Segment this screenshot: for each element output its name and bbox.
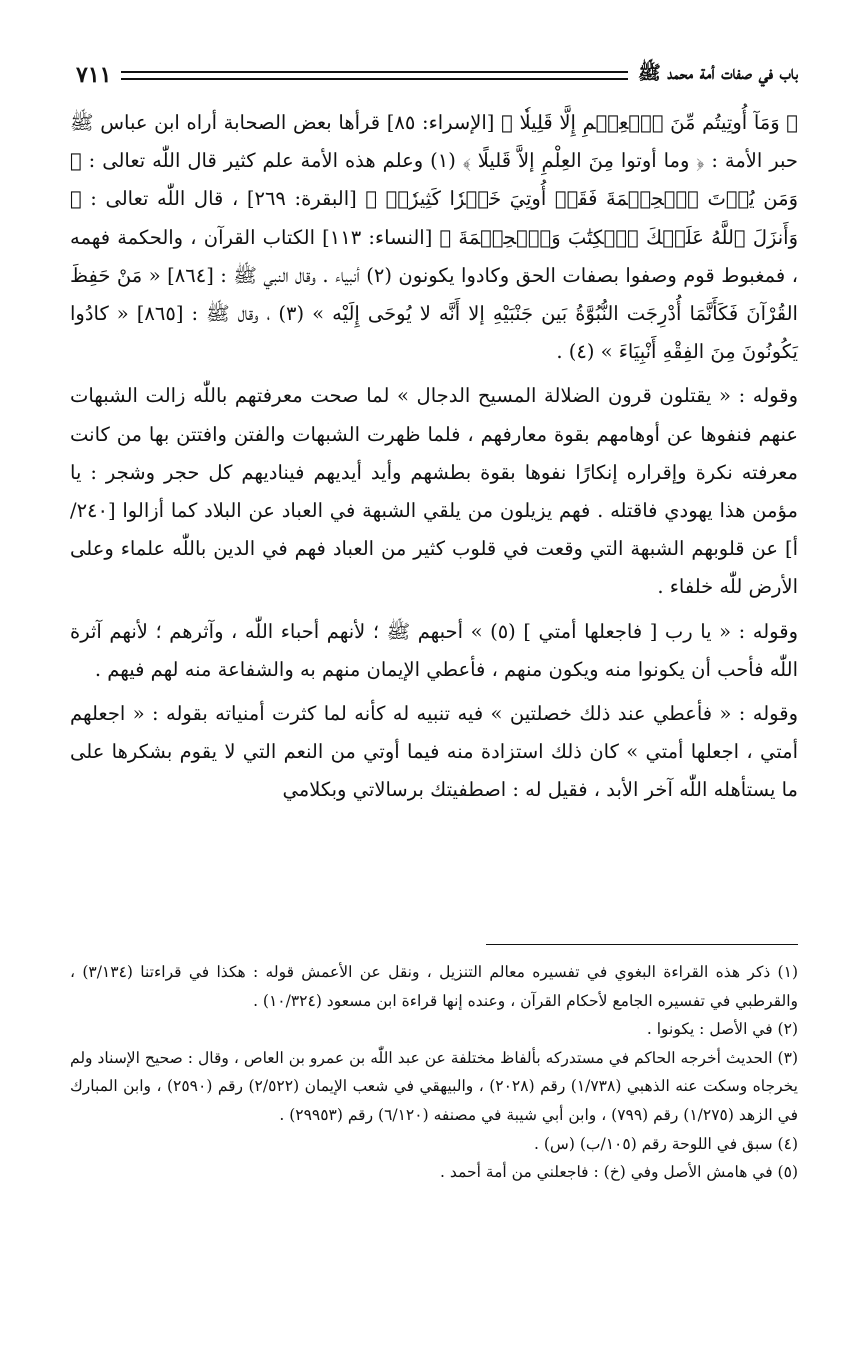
footnote-3: (٣) الحديث أخرجه الحاكم في مستدركه بألفاظ مختلفة عن عبد اللّٰه بن عمرو بن العاص ، وقال : صحيح الإسناد ولم يخرجاه وسكت عنه الذهبي (١/٧٣٨) رقم (٢٠٢٨) ، والبيهقي في شعب الإيمان (٢/٥٢٢) رقم (٢٥٩٠) ، وابن المبارك في الزهد (١/٢٧٥) رقم (٧٩٩) ، وابن أبي شيبة في مصنفه (٦/١٢٠) رقم (٢٩٩٥٣) . xyxy=(70,1048,798,1124)
footnote-1: (١) ذكر هذه القراءة البغوي في تفسيره معالم التنزيل ، ونقل عن الأعمش قوله : هكذا في قراءتنا (٣/١٣٤) ، والقرطبي في تفسيره الجامع لأحكام القرآن ، وعنده إنها قراءة ابن مسعود (١٠/٣٢٤) . xyxy=(70,963,798,1010)
paragraph-2: وقوله : « يقتلون قرون الضلالة المسيح الدجال » لما صحت معرفتهم باللّٰه زالت الشبهات عنهم فنفوها عن أوهامهم بقوة معارفهم ، فلما ظهرت الشبهات والفتن وافتتن بها من كانت معرفته نكرة وإقراره إنكارًا نفوها بقوة بطشهم وأيد أيديهم فيناديهم كل حجر وشجر : يا مؤمن هذا يهودي فاقتله . فهم يزيلون من يلقي الشبهة في العباد عن البلاد كما أزالوا [٢٤٠/أ] عن قلوبهم الشبهة التي وقعت في قلوب كثير من العباد فهم في الدين باللّٰه علماء وعلى الأرض للّٰه خلفاء . xyxy=(70,384,798,599)
footnotes xyxy=(70,958,798,1187)
footnote-5: (٥) في هامش الأصل وفي (خ) : فاجعلني من أمة أحمد . xyxy=(440,1163,798,1182)
paragraph-1: ﴿ وَمَآ أُوتِيتُم مِّنَ ٱلۡعِلۡمِ إِلَّا قَلِيلٗا ﴾ [الإسراء: ٨٥] قرأها بعض الصحابة أراه ابن عباس ﷺ حبر الأمة : ﴿ وما أوتوا مِنَ العِلْمِ إلاَّ قَليلًا ﴾ (١) وعلم هذه الأمة علم كثير قال اللّٰه تعالى : ﴿ وَمَن يُؤۡتَ ٱلۡحِكۡمَةَ فَقَدۡ أُوتِيَ خَيۡرٗا كَثِيرٗاۗ ﴾ [البقرة: ٢٦٩] ، قال اللّٰه تعالى : ﴿ وَأَنزَلَ ٱللَّهُ عَلَيۡكَ ٱلۡكِتَٰبَ وَٱلۡحِكۡمَةَ ﴾ [النساء: ١١٣] الكتاب القرآن ، والحكمة فهمه ، فمغبوط قوم وصفوا بصفات الحق وكادوا يكونون (٢) أنبياء . وقال النبي ﷺ : [٨٦٤] « مَنْ حَفِظَ القُرْآنَ فَكَأَنَّمَا أُدْرِجَت النُّبُوَّةُ بَين جَنْبَيْهِ إلا أَنَّه لا يُوحَى إِلَيْه » (٣) ، وقال ﷺ : [٨٦٥] « كادُوا يَكُونُونَ مِنَ الفِقْهِ أَنْبِيَاءَ » (٤) . xyxy=(70,111,799,364)
main-text xyxy=(70,104,798,810)
paragraph-3: وقوله : « يا رب [ فاجعلها أمتي ] (٥) » أحبهم ﷺ ؛ لأنهم أحباء اللّٰه ، وآثرهم ؛ لأنهم آثرة اللّٰه فأحب أن يكونوا منه ويكون منهم ، فأعطي الإيمان منهم به والشفاعة منه لهم فيهم . xyxy=(70,619,798,681)
paragraph-4: وقوله : « فأعطي عند ذلك خصلتين » فيه تنبيه له كأنه لما كثرت أمنياته بقوله : « اجعلهم أمتي ، اجعلها أمتي » كان ذلك استزادة منه فيما أوتي من النعم التي لا يقوم بشكرها على ما يستأهله اللّٰه آخر الأبد ، فقيل له : اصطفيتك برسالاتي وبكلامي xyxy=(70,702,798,802)
footnote-separator xyxy=(486,944,798,945)
footnote-4: (٤) سبق في اللوحة رقم (١٠٥/ب) (س) . xyxy=(534,1134,798,1153)
page-number: ٧١١ xyxy=(76,62,112,88)
footnote-2: (٢) في الأصل : يكونوا . xyxy=(646,1020,798,1039)
chapter-title: باب في صفات أمة محمد ﷺ xyxy=(637,62,798,84)
running-header xyxy=(76,58,798,92)
header-double-rule xyxy=(121,71,627,80)
